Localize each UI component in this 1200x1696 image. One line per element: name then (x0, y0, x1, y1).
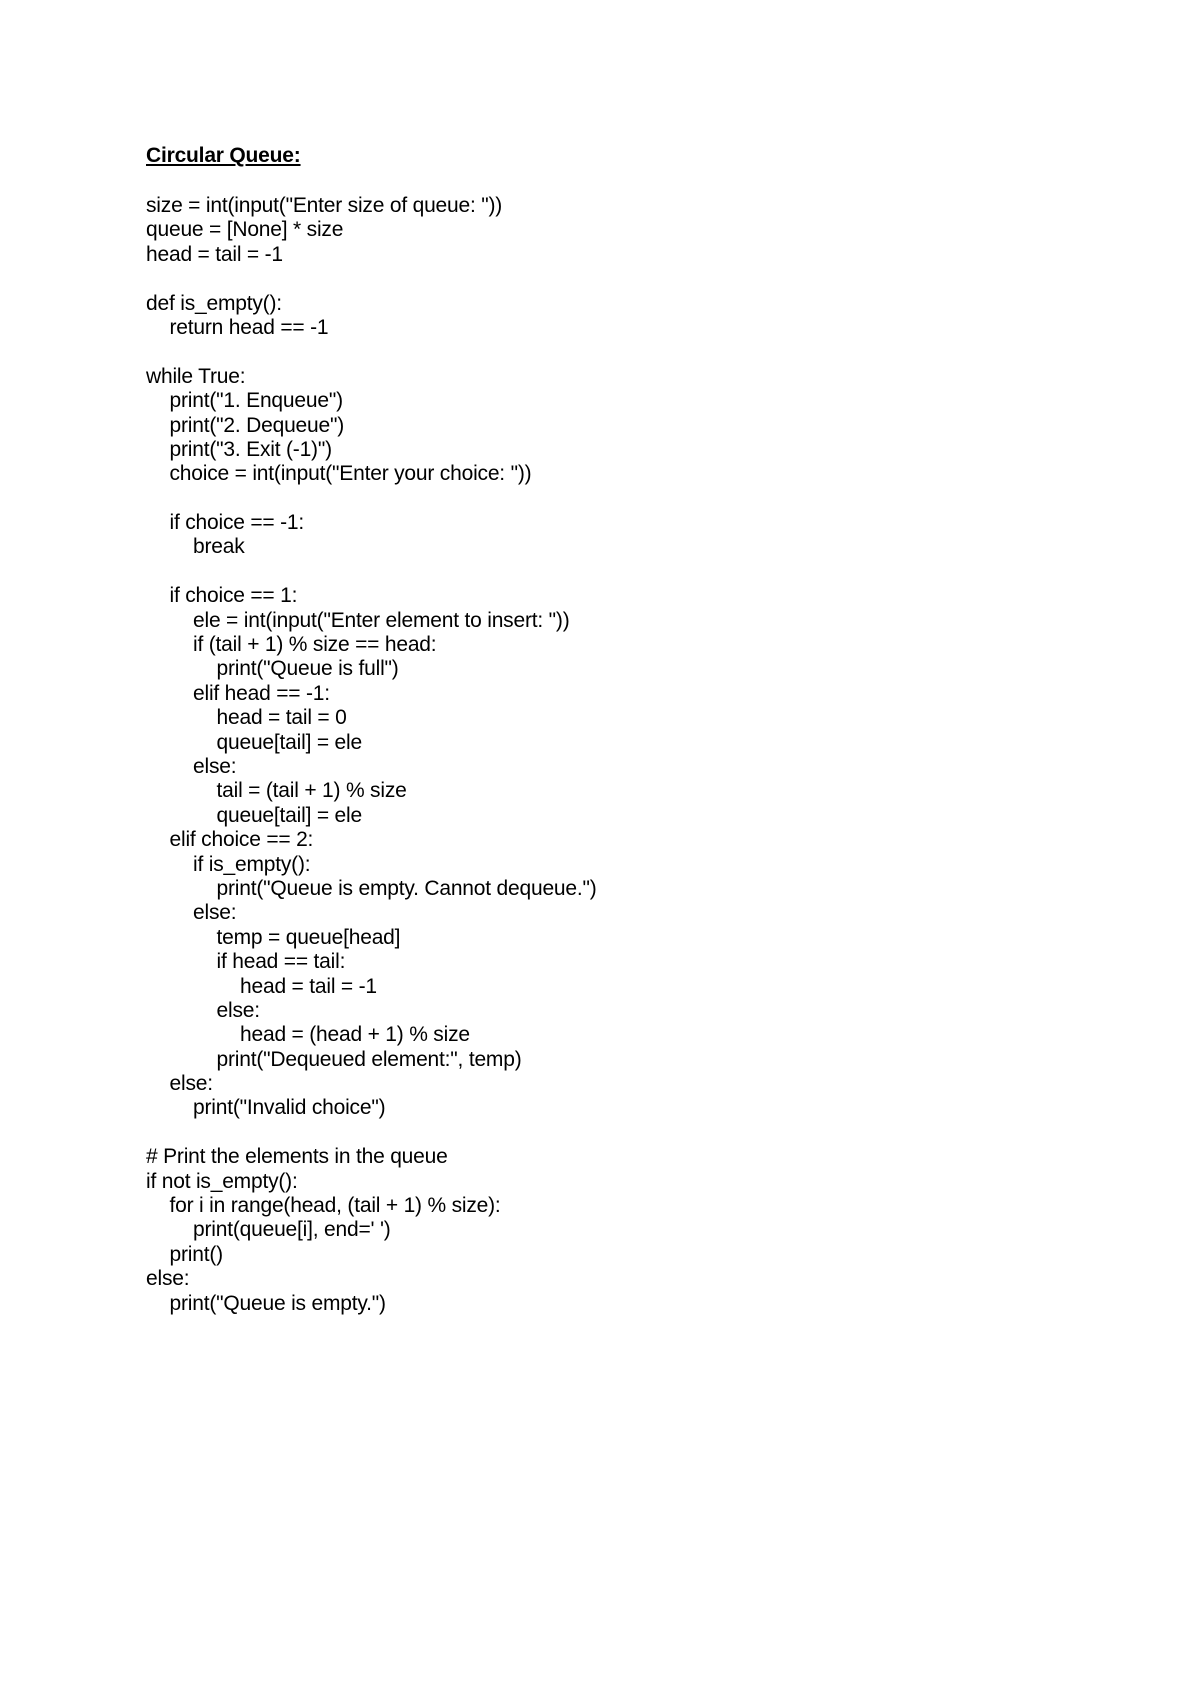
code-line: choice = int(input("Enter your choice: ")) (169, 462, 532, 486)
code-line: print("Invalid choice") (193, 1096, 386, 1120)
code-line: temp = queue[head] (216, 925, 401, 949)
code-line: ele = int(input("Enter element to insert: ")) (193, 608, 570, 632)
code-line: def is_empty(): (146, 291, 282, 315)
code-line: elif head == -1: (193, 681, 330, 705)
code-line: queue[tail] = ele (216, 803, 362, 827)
code-block (146, 194, 1146, 1316)
code-line: if choice == -1: (169, 511, 305, 535)
code-line: head = tail = 0 (216, 706, 347, 730)
code-line: else: (169, 1072, 213, 1096)
code-line: if choice == 1: (169, 584, 298, 608)
code-line: head = tail = -1 (146, 242, 283, 266)
code-line: print(queue[i], end=' ') (193, 1218, 391, 1242)
code-line: if head == tail: (216, 950, 346, 974)
code-line: elif choice == 2: (169, 828, 314, 852)
code-line: tail = (tail + 1) % size (216, 779, 407, 803)
code-line: print("Queue is full") (216, 657, 399, 681)
blank-line (146, 487, 1146, 511)
document-title: Circular Queue: (146, 144, 301, 167)
code-line: head = tail = -1 (240, 974, 377, 998)
code-line: else: (193, 901, 237, 925)
code-line: print("1. Enqueue") (169, 389, 343, 413)
code-line: head = (head + 1) % size (240, 1023, 470, 1047)
code-line: if not is_empty(): (146, 1169, 298, 1193)
code-line: size = int(input("Enter size of queue: ")) (146, 194, 503, 217)
code-line: print() (169, 1242, 223, 1266)
code-line: print("Dequeued element:", temp) (216, 1047, 522, 1071)
code-line: for i in range(head, (tail + 1) % size): (169, 1194, 501, 1218)
code-line: print("2. Dequeue") (169, 413, 345, 437)
code-line: print("Queue is empty. Cannot dequeue.") (216, 876, 597, 900)
blank-line (146, 267, 1146, 291)
blank-line (146, 340, 1146, 364)
code-line: if is_empty(): (193, 852, 311, 876)
code-line: print("3. Exit (-1)") (169, 437, 332, 461)
code-line: else: (216, 998, 260, 1022)
code-line: if (tail + 1) % size == head: (193, 633, 437, 657)
code-line: else: (146, 1267, 190, 1291)
code-line: print("Queue is empty.") (169, 1291, 386, 1315)
code-line: return head == -1 (169, 315, 329, 339)
blank-line (146, 1121, 1146, 1145)
code-line: # Print the elements in the queue (146, 1145, 448, 1169)
blank-line (146, 560, 1146, 584)
code-line: queue = [None] * size (146, 218, 344, 242)
code-line: queue[tail] = ele (216, 730, 362, 754)
code-line: break (193, 535, 245, 559)
code-line: else: (193, 754, 237, 778)
code-line: while True: (146, 364, 246, 388)
